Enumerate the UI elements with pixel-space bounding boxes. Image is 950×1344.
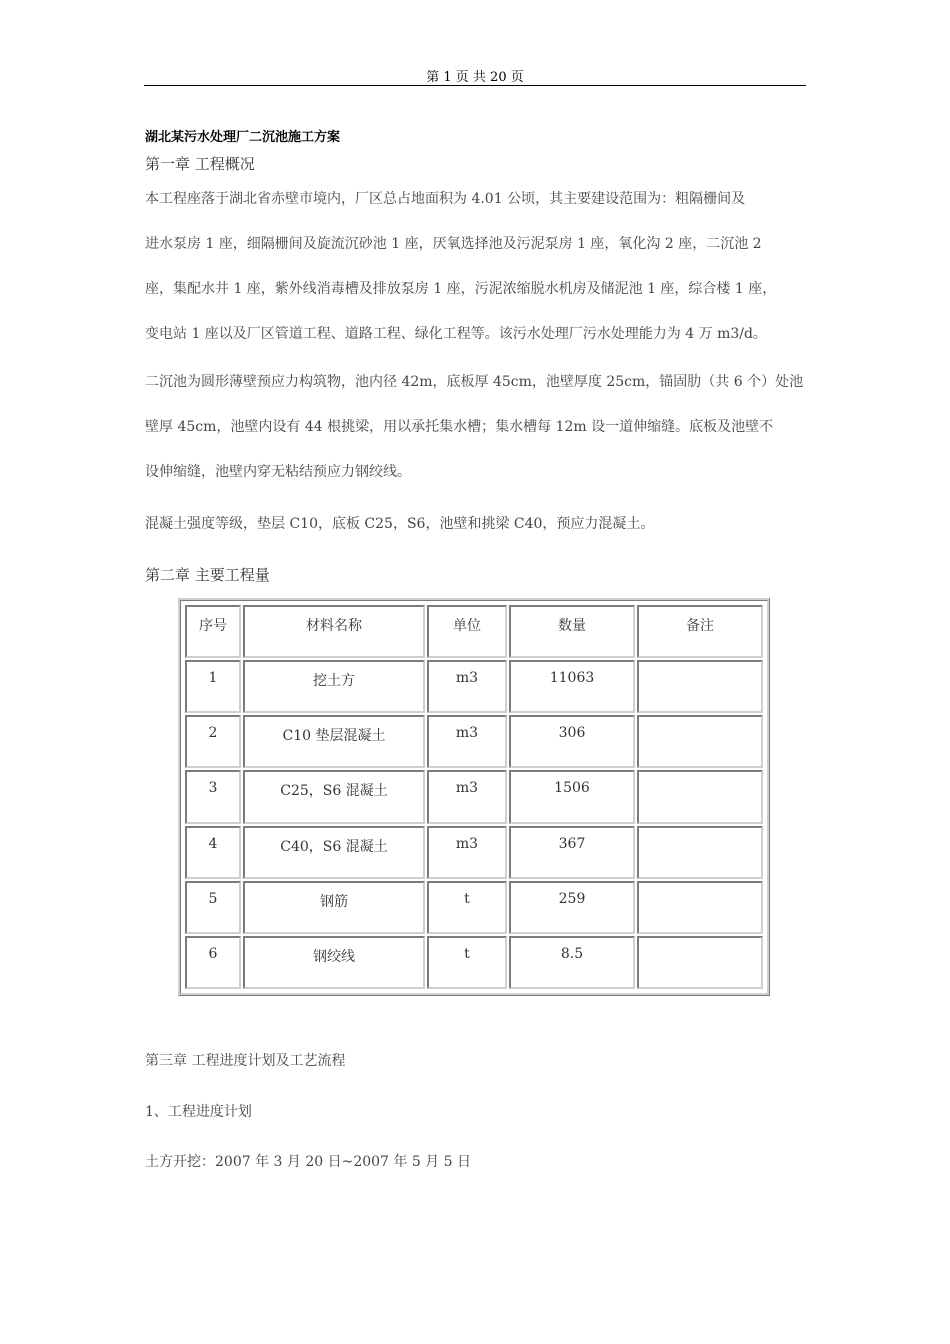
- table-cell: [637, 660, 763, 713]
- table-cell: [637, 770, 763, 823]
- table-cell: t: [427, 936, 507, 989]
- quantities-table: [178, 598, 770, 996]
- table-cell: 6: [185, 936, 241, 989]
- paragraph-line: 变电站 1 座以及厂区管道工程、道路工程、绿化工程等。该污水处理厂污水处理能力为 4 万 m3/d。: [145, 326, 767, 342]
- table-row: [185, 826, 763, 879]
- table-cell: 3: [185, 770, 241, 823]
- table-cell: 5: [185, 881, 241, 934]
- table-cell: [637, 881, 763, 934]
- column-header: 备注: [637, 605, 763, 658]
- document-title: 湖北某污水处理厂二沉池施工方案: [145, 130, 341, 145]
- table-row: [185, 881, 763, 934]
- table-cell: m3: [427, 826, 507, 879]
- table-cell: 钢绞线: [243, 936, 425, 989]
- column-header: 单位: [427, 605, 507, 658]
- table-cell: C10 垫层混凝土: [243, 715, 425, 768]
- table-cell: [637, 715, 763, 768]
- table-cell: 259: [509, 881, 635, 934]
- table-row: [185, 770, 763, 823]
- table-cell: 8.5: [509, 936, 635, 989]
- earthwork-schedule: 土方开挖：2007 年 3 月 20 日~2007 年 5 月 5 日: [145, 1154, 472, 1170]
- paragraph-line: 设伸缩缝，池壁内穿无粘结预应力钢绞线。: [145, 464, 411, 480]
- table-cell: 306: [509, 715, 635, 768]
- paragraph-line: 二沉池为圆形薄壁预应力构筑物，池内径 42m，底板厚 45cm，池壁厚度 25cm，锚固肋（共 6 个）处池: [145, 374, 804, 390]
- table-cell: 挖土方: [243, 660, 425, 713]
- table-row: [185, 715, 763, 768]
- table-cell: C25，S6 混凝土: [243, 770, 425, 823]
- paragraph-clarifier: [145, 360, 809, 495]
- column-header: 材料名称: [243, 605, 425, 658]
- table-cell: 1: [185, 660, 241, 713]
- chapter-3-heading: 第三章 工程进度计划及工艺流程: [145, 1053, 346, 1069]
- table-cell: 2: [185, 715, 241, 768]
- table-header-row: [185, 605, 763, 658]
- paragraph-line: 本工程座落于湖北省赤壁市境内，厂区总占地面积为 4.01 公顷，其主要建设范围为：粗隔栅间及: [145, 191, 746, 207]
- header-divider: [144, 85, 806, 86]
- paragraph-overview: [145, 177, 809, 357]
- chapter-1-heading: 第一章 工程概况: [145, 155, 255, 173]
- chapter-2-heading: 第二章 主要工程量: [145, 566, 270, 584]
- section-1-heading: 1、工程进度计划: [145, 1104, 252, 1120]
- paragraph-line: 壁厚 45cm，池壁内设有 44 根挑梁，用以承托集水槽；集水槽每 12m 设一道伸缩缝。底板及池壁不: [145, 419, 774, 435]
- page-header: 第 1 页 共 20 页: [426, 70, 524, 85]
- table-cell: C40，S6 混凝土: [243, 826, 425, 879]
- table-cell: m3: [427, 715, 507, 768]
- column-header: 数量: [509, 605, 635, 658]
- table-row: [185, 660, 763, 713]
- table-cell: m3: [427, 660, 507, 713]
- table-cell: 11063: [509, 660, 635, 713]
- paragraph-concrete: 混凝土强度等级，垫层 C10，底板 C25，S6，池壁和挑梁 C40，预应力混凝土。: [145, 516, 655, 532]
- table-cell: 367: [509, 826, 635, 879]
- table-cell: [637, 936, 763, 989]
- column-header: 序号: [185, 605, 241, 658]
- table-cell: t: [427, 881, 507, 934]
- table-row: [185, 936, 763, 989]
- paragraph-line: 进水泵房 1 座，细隔栅间及旋流沉砂池 1 座，厌氧选择池及污泥泵房 1 座，氧化沟 2 座，二沉池 2: [145, 236, 762, 252]
- paragraph-line: 座，集配水井 1 座，紫外线消毒槽及排放泵房 1 座，污泥浓缩脱水机房及储泥池 1 座，综合楼 1 座，: [145, 281, 777, 297]
- table-cell: 4: [185, 826, 241, 879]
- table-cell: 1506: [509, 770, 635, 823]
- table-cell: 钢筋: [243, 881, 425, 934]
- table-cell: [637, 826, 763, 879]
- table-cell: m3: [427, 770, 507, 823]
